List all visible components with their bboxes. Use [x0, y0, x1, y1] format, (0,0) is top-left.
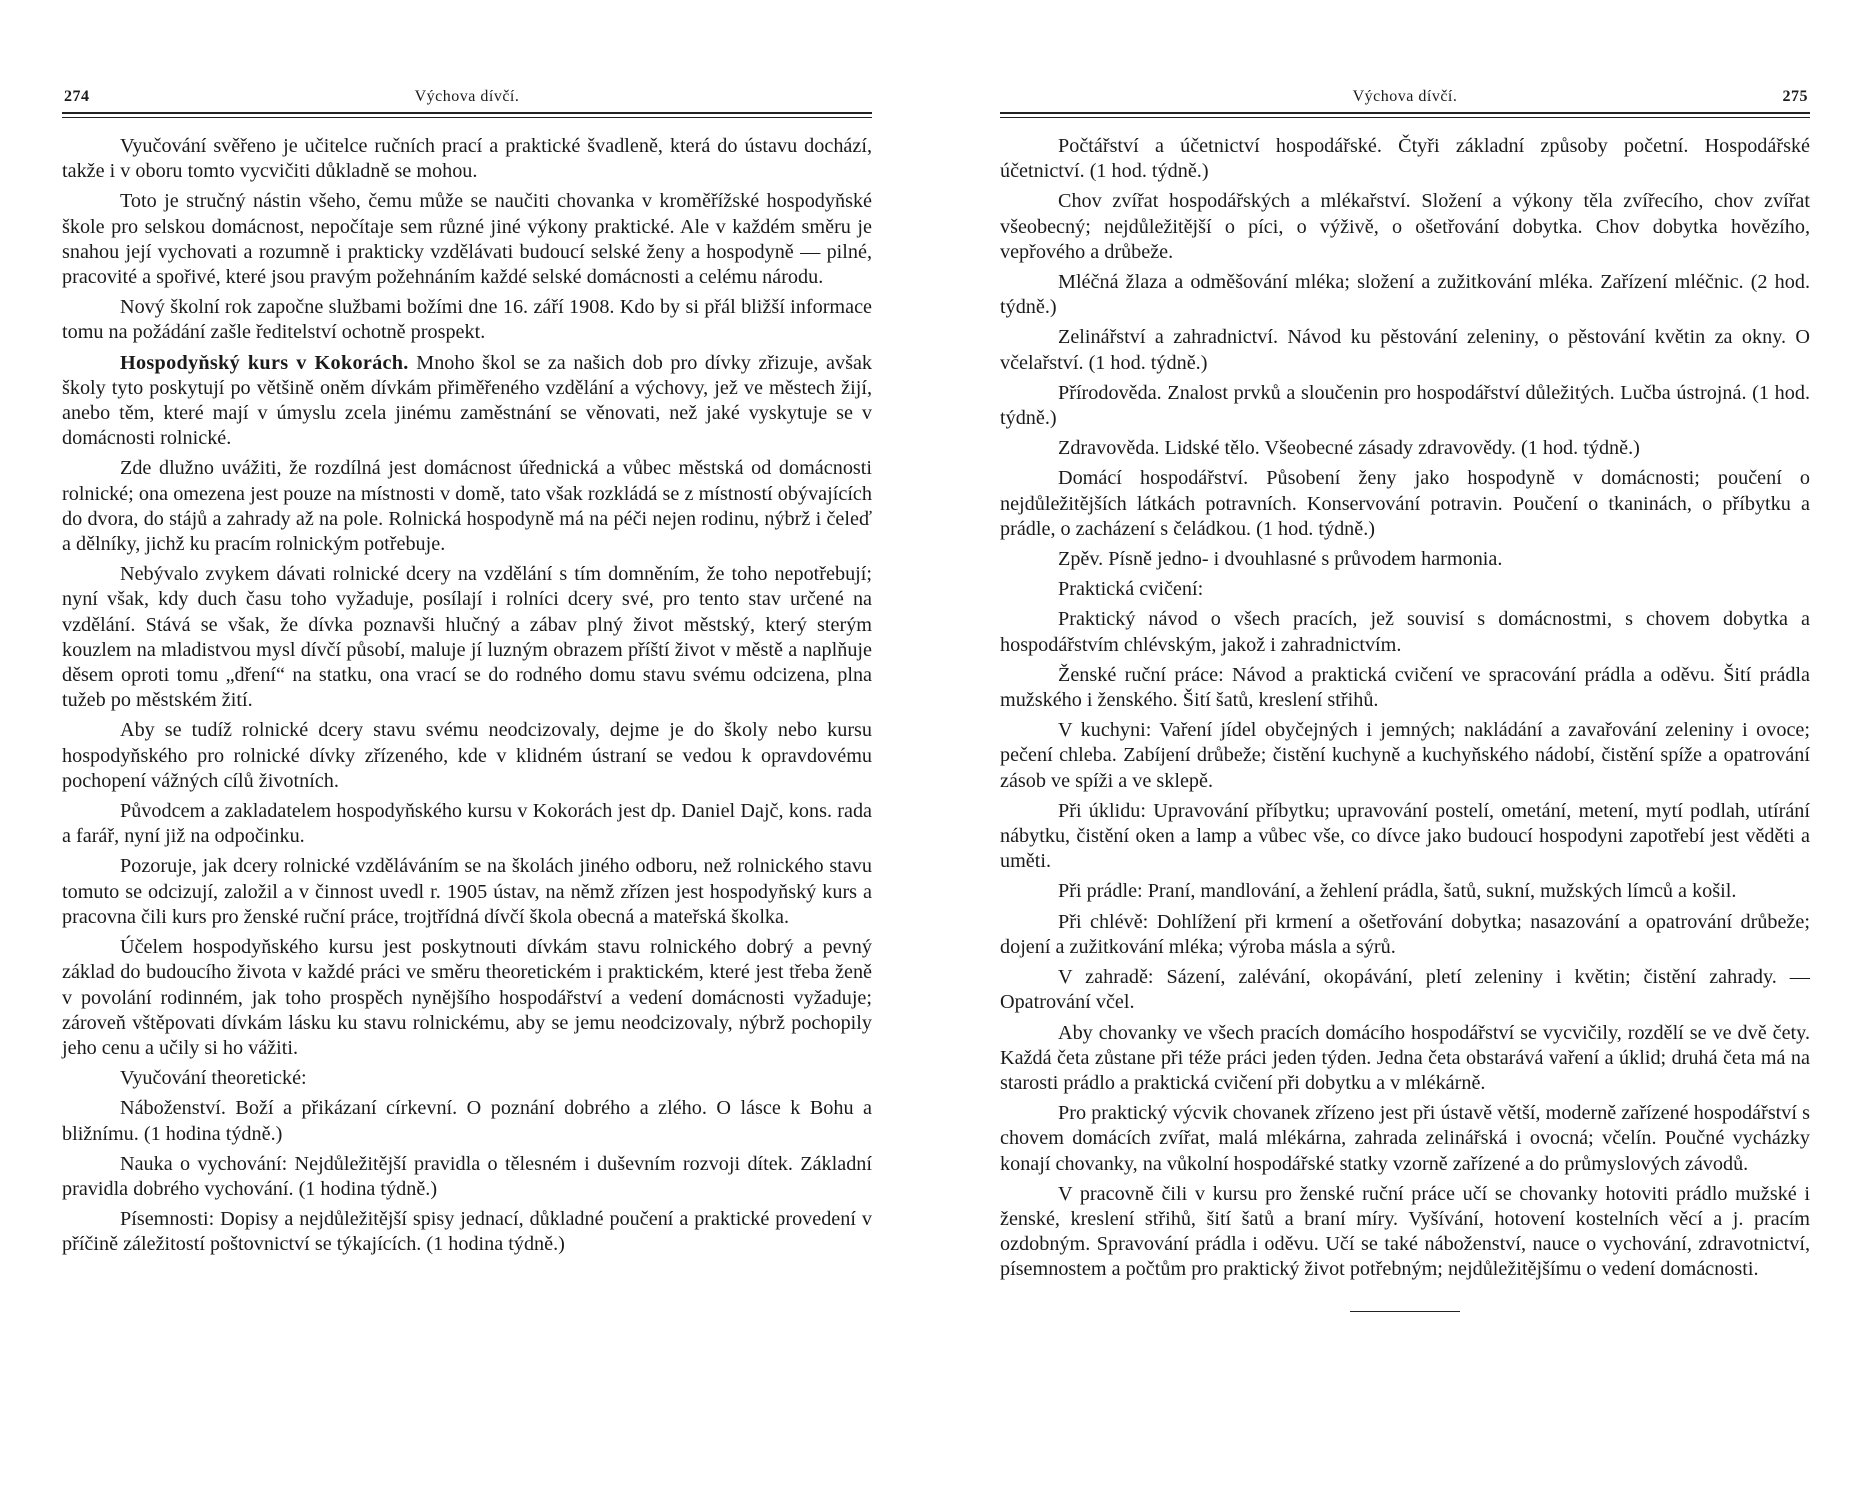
section-heading: Hospodyňský kurs v Kokorách. — [120, 351, 409, 374]
header-rule — [1000, 112, 1810, 118]
header-rule — [62, 112, 872, 118]
left-page — [62, 88, 872, 1263]
paragraph: Přírodověda. Znalost prvků a sloučenin pro hospodářství důležitých. Lučba ústrojná. (1 hod. týdně.) — [1000, 381, 1810, 430]
paragraph: Počtářství a účetnictví hospodářské. Čtyři základní způsoby početní. Hospodářské účetnictví. (1 hod. týdně.) — [1000, 135, 1810, 183]
paragraph: Zde dlužno uvážiti, že rozdílná jest domácnost úřednická a vůbec městská od domácnosti rolnické; ona omezena jest pouze na místnosti v domě, tato však rozkládá se z místností obývajících do dvora, do stájů a zahrady až na pole. Rolnická hospodyně má na péči nejen rodinu, nýbrž i čeleď a dělníky, jichž ku pracím rolnickým potřebuje. — [62, 457, 872, 556]
paragraph: Aby chovanky ve všech pracích domácího hospodářství se vycvičily, rozdělí se ve dvě čety. Každá četa zůstane při téže práci jeden týden. Jedna četa obstarává vaření a úklid; druhá četa má na starosti prádlo a praktická cvičení při dobytku a v mlékárně. — [1000, 1021, 1810, 1094]
paragraph: Vyučování theoretické: — [120, 1067, 307, 1090]
running-title: Výchova dívčí. — [1352, 88, 1458, 105]
paragraph: Původcem a zakladatelem hospodyňského kursu v Kokorách jest dp. Daniel Dajč, kons. rada a farář, nyní již na odpočinku. — [62, 800, 872, 848]
paragraph: V zahradě: Sázení, zalévání, okopávání, pletí zeleniny i květin; čistění zahrady. — Opatrování včel. — [1000, 966, 1810, 1014]
paragraph: Praktická cvičení: — [1058, 578, 1204, 601]
paragraph: V kuchyni: Vaření jídel obyčejných i jemných; nakládání a zavařování zeleniny i ovoce; pečení chleba. Zabíjení drůbeže; čistění kuchyně a kuchyňského nádobí, čistění spíže a opatrování zásob ve spíži a ve sklepě. — [1000, 719, 1810, 792]
paragraph: Domácí hospodářství. Působení ženy jako hospodyně v domácnosti; poučení o nejdůležitějších látkách potravních. Konservování potravin. Poučení o tkaninách, o příbytku a prádle, o zacházení s čeládkou. (1 hod. týdně.) — [1000, 467, 1810, 540]
paragraph: Písemnosti: Dopisy a nejdůležitější spisy jednací, důkladné poučení a praktické provedení v příčině záležitostí poštovnictví se týkajících. (1 hodina týdně.) — [62, 1208, 872, 1256]
paragraph: Nový školní rok započne službami božími dne 16. září 1908. Kdo by si přál bližší informace tomu na požádání zašle ředitelství ochotně prospekt. — [62, 296, 872, 344]
paragraph: Zdravověda. Lidské tělo. Všeobecné zásady zdravovědy. (1 hod. týdně.) — [1058, 437, 1640, 460]
paragraph: Při úklidu: Upravování příbytku; upravování postelí, ometání, metení, mytí podlah, utírání nábytku, čistění oken a lamp a vůbec vše, co dívce jako budoucí hospodyni zapotřebí jest věděti a uměti. — [1000, 799, 1810, 873]
paragraph: Pozoruje, jak dcery rolnické vzděláváním se na školách jiného odboru, než rolnického stavu tomuto se odcizují, založil a v činnost uvedl r. 1905 ústav, na němž zřízen jest hospodyňský kurs a pracovna čili kurs pro ženské ruční práce, trojtřídná dívčí škola obecná a mateřská školka. — [62, 855, 872, 928]
section-text: Mnoho škol se za našich dob pro dívky zřizuje, avšak školy tyto poskytují po většině oněm dívkám přiměřeného vzdělání a výchovy, jež ve městech žijí, anebo těm, které mají v úmyslu zcela jinému zaměstnání se věnovati, než jaké vyskytuje se v domácnosti rolnické. — [62, 351, 872, 450]
page-header — [1000, 88, 1810, 112]
paragraph: Nebývalo zvykem dávati rolnické dcery na vzdělání s tím domněním, že toho nepotřebují; nyní však, kdy duch času toho vyžaduje, posílají i rolníci dcery své, pro tento stav určené na vzdělání. Stává se však, že dívka poznavši hlučný a zábav plný život městský, který sterým kouzlem na mladistvou mysl dívčí působí, maluje jí luzným obrazem příští život v městě a naplňuje děsem oproti tomu „dření“ na statku, ona vrací se do rodného domu stavu svému odcizena, plna tužeb po městském žití. — [62, 563, 872, 712]
section-end-rule — [1350, 1311, 1460, 1312]
paragraph: Toto je stručný nástin všeho, čemu může se naučiti chovanka v kroměřížské hospodyňské škole pro selskou domácnost, nepočítaje sem různé jiné výkony praktické. Ale v každém směru je snahou její vychovati a rozumně i prakticky vzdělávati budoucí selské ženy a hospodyně — pilné, pracovité a spořivé, které jsou pravým požehnáním každé selské domácnosti a celému národu. — [62, 190, 872, 289]
running-title: Výchova dívčí. — [414, 88, 520, 105]
paragraph: Při prádle: Praní, mandlování, a žehlení prádla, šatů, sukní, mužských límců a košil. — [1058, 880, 1737, 903]
paragraph: Mléčná žlaza a odměšování mléka; složení a zužitkování mléka. Zařízení mléčnic. (2 hod. týdně.) — [1000, 271, 1810, 319]
paragraph: Zpěv. Písně jedno- i dvouhlasné s průvodem harmonia. — [1058, 548, 1503, 571]
paragraph: Při chlévě: Dohlížení při krmení a ošetřování dobytka; nasazování a opatrování drůbeže; dojení a zužitkování mléka; výroba másla a sýrů. — [1000, 910, 1810, 958]
paragraph: Účelem hospodyňského kursu jest poskytnouti dívkám stavu rolnického dobrý a pevný základ do budoucího života v každé práci ve směru theoretickém i praktickém, které jest třeba ženě v povolání rodinném, jak toho prospěch nynějšího hospodářství a vedení domácnosti vyžaduje; zároveň vštěpovati dívkám lásku ku stavu rolnickému, aby se jemu neodcizovaly, nýbrž pochopily jeho cenu a učily si ho vážiti. — [62, 936, 872, 1059]
paragraph: Aby se tudíž rolnické dcery stavu svému neodcizovaly, dejme je do školy nebo kursu hospodyňského pro rolnické dívky zřízeného, kde v klidném ústraní se vedou k opravdovému pochopení vážných cílů životních. — [62, 719, 872, 792]
page-header — [62, 88, 872, 112]
paragraph: Ženské ruční práce: Návod a praktická cvičení ve spracování prádla a oděvu. Šití prádla mužského i ženského. Šití šatů, kreslení střihů. — [1000, 663, 1810, 712]
paragraph: Náboženství. Boží a přikázaní církevní. O poznání dobrého a zlého. O lásce k Bohu a bližnímu. (1 hodina týdně.) — [62, 1097, 872, 1145]
right-page — [1000, 88, 1810, 1312]
paragraph: Praktický návod o všech pracích, jež souvisí s domácnostmi, s chovem dobytka a hospodářstvím chlévským, jakož i zahradnictvím. — [1000, 608, 1810, 656]
section-paragraph — [62, 351, 872, 452]
paragraph: V pracovně čili v kursu pro ženské ruční práce učí se chovanky hotoviti prádlo mužské i ženské, kreslení střihů, šití šatů a braní míry. Vyšívání, hotovení kostelních věcí a j. pracím ozdobným. Spravování prádla i oděvu. Učí se také náboženství, nauce o vychování, zdravotnictví, písemnostem a počtům pro praktický život potřebným; nejdůležitějšímu o vedení domácnosti. — [1000, 1182, 1810, 1281]
paragraph: Chov zvířat hospodářských a mlékařství. Složení a výkony těla zvířecího, chov zvířat všeobecný; nejdůležitější o píci, o výživě, o ošetřování dobytka. Chov dobytka hovězího, vepřového a drůbeže. — [1000, 190, 1810, 263]
paragraph: Nauka o vychování: Nejdůležitější pravidla o tělesném i duševním rozvoji dítek. Základní pravidla dobrého vychování. (1 hodina týdně.) — [62, 1152, 872, 1200]
page-number: 274 — [64, 88, 90, 105]
paragraph: Pro praktický výcvik chovanek zřízeno jest při ústavě větší, moderně zařízené hospodářství s chovem domácích zvířat, malá mlékárna, zahrada zelinářská i ovocná; včelín. Poučné vycházky konají chovanky, na vůkolní hospodářské statky vzorně zařízené a do průmyslových závodů. — [1000, 1102, 1810, 1175]
page-number: 275 — [1782, 88, 1808, 105]
paragraph: Zelinářství a zahradnictví. Návod ku pěstování zeleniny, o pěstování květin za okny. O včelařství. (1 hod. týdně.) — [1000, 326, 1810, 374]
paragraph: Vyučování svěřeno je učitelce ručních prací a praktické švadleně, která do ústavu dochází, takže i v oboru tomto vycvičiti důkladně se mohou. — [62, 135, 872, 183]
